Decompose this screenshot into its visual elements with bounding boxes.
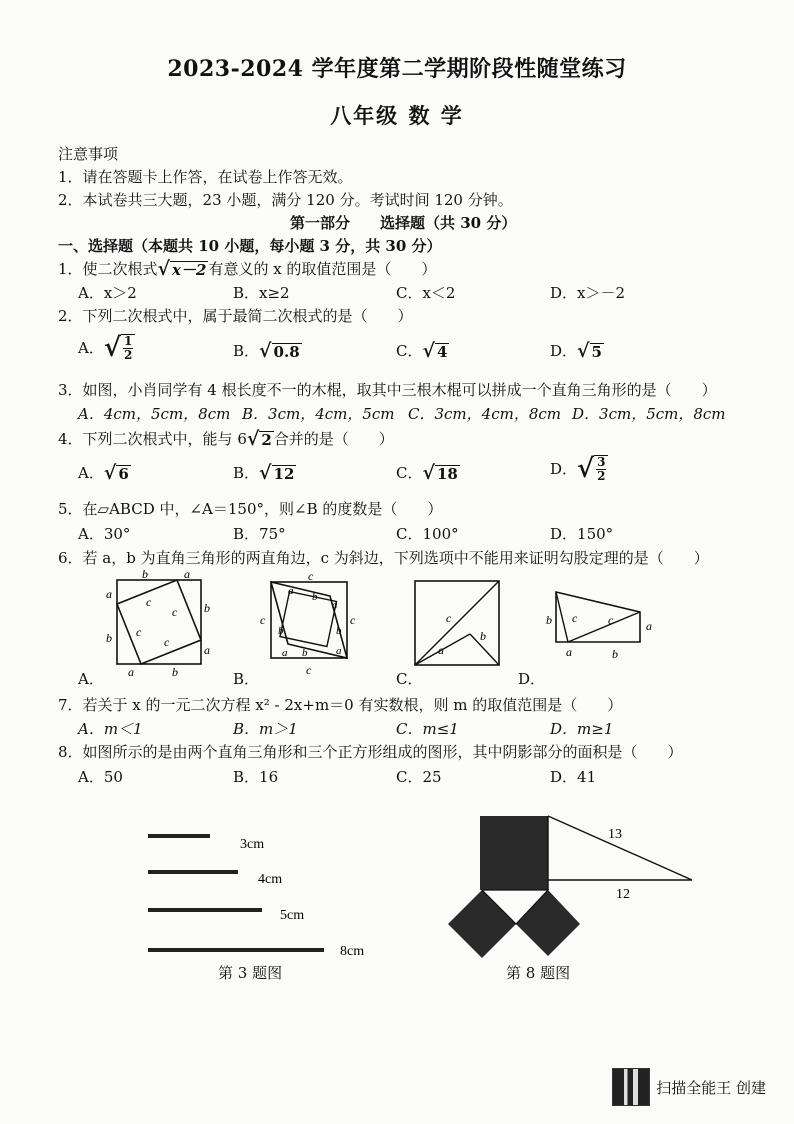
q3-option-d: D．3cm，5cm，8cm xyxy=(572,405,726,423)
radicand: 0.8 xyxy=(273,342,300,361)
numerator: 1 xyxy=(123,334,133,348)
radical: √ 0.8 xyxy=(259,340,300,362)
q6-option-d: D． xyxy=(518,670,546,688)
side-label: 13 xyxy=(608,827,622,842)
part1-title: 第一部分 选择题（共 30 分） xyxy=(290,214,517,232)
question-5-stem: 5．在▱ABCD 中，∠A＝150°，则∠B 的度数是（ ） xyxy=(58,500,443,518)
question-1-stem xyxy=(58,258,436,279)
q8-option-d: D．41 xyxy=(550,768,597,786)
question-8-stem: 8．如图所示的是由两个直角三角形和三个正方形组成的图形，其中阴影部分的面积是（ ） xyxy=(58,743,683,761)
q6-option-a: A． xyxy=(78,670,104,688)
q7-option-c: C．m≤1 xyxy=(396,720,459,738)
side-label: b xyxy=(302,647,308,659)
q1-option-d: D．x＞－2 xyxy=(550,284,626,302)
option-label: A． xyxy=(78,339,104,358)
question-6-stem: 6．若 a，b 为直角三角形的两直角边，c 为斜边，下列选项中不能用来证明勾股定理的是（ ） xyxy=(58,549,709,567)
radicand: 12 xyxy=(273,464,295,483)
side-label: a xyxy=(184,568,190,581)
question-4-stem xyxy=(58,428,394,449)
q4-option-a xyxy=(78,462,131,483)
radical: √ 5 xyxy=(577,340,602,362)
side-label: b xyxy=(142,568,148,581)
side-label: a xyxy=(646,619,652,633)
side-label: c xyxy=(172,605,178,619)
stick-label: 4cm xyxy=(258,872,283,887)
side-label: b xyxy=(612,647,618,661)
side-label: 12 xyxy=(616,887,630,902)
side-label: c xyxy=(446,611,452,625)
q1-option-a: A．x＞2 xyxy=(78,284,137,302)
side-label: a xyxy=(106,587,112,601)
q6-option-c: C． xyxy=(396,670,423,688)
stick-label: 5cm xyxy=(280,908,305,923)
option-label: C． xyxy=(396,464,423,482)
side-label: c xyxy=(306,663,312,677)
option-label: D． xyxy=(550,342,578,360)
q4-option-d xyxy=(550,454,608,485)
watermark-text: 扫描全能王 创建 xyxy=(656,1078,766,1097)
side-label: b xyxy=(312,591,318,603)
q6-option-b: B． xyxy=(233,670,260,688)
radicand: x－2 xyxy=(172,260,207,279)
q8-option-a: A．50 xyxy=(78,768,123,786)
option-label: B． xyxy=(233,464,260,482)
q6-figure-b xyxy=(256,570,360,680)
option-label: D． xyxy=(550,460,578,479)
side-label: c xyxy=(308,570,314,583)
option-label: B． xyxy=(233,342,260,360)
option-label: A． xyxy=(78,464,104,482)
radical: √ 18 xyxy=(422,462,458,484)
side-label: b xyxy=(204,601,210,615)
scanner-watermark xyxy=(612,1068,766,1106)
question-3-stem: 3．如图，小肖同学有 4 根长度不一的木棍，取其中三根木棍可以拼成一个直角三角形的是（ ） xyxy=(58,381,717,399)
radicand: 4 xyxy=(436,342,448,361)
figure-8-squares xyxy=(440,808,700,968)
side-label: c xyxy=(608,613,614,627)
exam-subtitle: 八年级 数 学 xyxy=(330,103,464,128)
side-label: b xyxy=(546,613,552,627)
q1-stem-pre: 1．使二次根式 xyxy=(58,260,158,278)
side-label: b xyxy=(336,625,342,637)
q8-option-c: C．25 xyxy=(396,768,442,786)
question-2-stem: 2．下列二次根式中，属于最简二次根式的是（ ） xyxy=(58,307,413,325)
note-item: 1．请在答题卡上作答，在试卷上作答无效。 xyxy=(58,168,353,186)
q5-option-a: A．30° xyxy=(78,525,131,543)
q5-option-b: B．75° xyxy=(233,525,286,543)
note-item: 2．本试卷共三大题，23 小题，满分 120 分。考试时间 120 分钟。 xyxy=(58,191,513,209)
q1-stem-post: 有意义的 x 的取值范围是（ ） xyxy=(208,260,437,278)
shaded-square xyxy=(516,890,580,956)
q5-option-c: C．100° xyxy=(396,525,459,543)
radical: √ x－2 xyxy=(157,258,207,280)
radical: √ 6 xyxy=(103,462,129,484)
exam-title: 2023-2024 学年度第二学期阶段性随堂练习 xyxy=(167,56,627,82)
q1-option-c: C．x＜2 xyxy=(396,284,456,302)
q6-figure-a xyxy=(100,568,215,683)
numerator: 3 xyxy=(597,455,606,469)
q3-option-a: A．4cm，5cm，8cm xyxy=(78,405,231,423)
q2-option-d xyxy=(550,340,604,361)
radical: √ 2 xyxy=(246,428,272,450)
side-label: c xyxy=(136,625,142,639)
q2-option-b xyxy=(233,340,302,361)
side-label: c xyxy=(164,635,170,649)
side-label: a xyxy=(336,645,342,657)
q4-option-c xyxy=(396,462,460,483)
figure-3-caption: 第 3 题图 xyxy=(218,964,283,982)
shaded-square xyxy=(448,890,516,958)
shaded-square xyxy=(480,816,548,890)
q1-option-b: B．x≥2 xyxy=(233,284,290,302)
radicand: 5 xyxy=(591,342,602,361)
side-label: a xyxy=(282,647,288,659)
qr-code-icon xyxy=(612,1068,650,1106)
q7-option-d: D．m≥1 xyxy=(550,720,614,738)
q4-option-b xyxy=(233,462,296,483)
radicand: 2 xyxy=(261,430,272,449)
denominator: 2 xyxy=(597,468,606,483)
side-label: a xyxy=(288,585,294,597)
q4-stem-pre: 4．下列二次根式中，能与 6 xyxy=(58,430,247,448)
side-label: b xyxy=(106,631,112,645)
side-label: a xyxy=(566,645,572,659)
q4-stem-post: 合并的是（ ） xyxy=(273,430,394,448)
q8-option-b: B．16 xyxy=(233,768,279,786)
denominator: 2 xyxy=(123,347,133,362)
side-label: b xyxy=(172,665,178,679)
side-label: b xyxy=(278,625,284,637)
side-label: a xyxy=(128,665,134,679)
hypotenuse xyxy=(548,816,692,880)
side-label: c xyxy=(146,595,152,609)
stick-label: 3cm xyxy=(240,837,265,852)
notes-heading: 注意事项 xyxy=(58,145,119,163)
q3-option-c: C．3cm，4cm，8cm xyxy=(408,405,561,423)
q7-option-a: A．m＜1 xyxy=(78,720,143,738)
side-label: c xyxy=(350,613,356,627)
radical: √ $\frac{3}{2}$ xyxy=(577,455,608,482)
side-label: a xyxy=(438,643,444,657)
radical: √ 4 xyxy=(422,340,448,362)
radicand: 18 xyxy=(436,464,458,483)
side-label: c xyxy=(260,613,266,627)
q6-figure-d xyxy=(542,584,662,664)
side-label: b xyxy=(480,629,486,643)
section-title: 一、选择题（本题共 10 小题，每小题 3 分，共 30 分） xyxy=(58,237,442,255)
side-label: c xyxy=(572,611,578,625)
radical: √ $\frac{1}{2}$ xyxy=(104,334,135,361)
question-7-stem: 7．若关于 x 的一元二次方程 x² - 2x+m＝0 有实数根，则 m 的取值范围是（ ） xyxy=(58,696,623,714)
q7-option-b: B．m＞1 xyxy=(233,720,298,738)
radicand: 6 xyxy=(118,464,129,483)
option-label: C． xyxy=(396,342,423,360)
side-label: a xyxy=(204,643,210,657)
stick-label: 8cm xyxy=(340,944,365,959)
radical: √ 12 xyxy=(259,462,295,484)
side-label: a xyxy=(332,599,338,611)
q5-option-d: D．150° xyxy=(550,525,614,543)
q3-option-b: B．3cm，4cm，5cm xyxy=(242,405,395,423)
figure-3-sticks xyxy=(140,822,380,962)
q6-figure-c xyxy=(410,576,506,672)
figure-8-caption: 第 8 题图 xyxy=(506,964,571,982)
q2-option-a xyxy=(78,333,135,364)
q2-option-c xyxy=(396,340,449,361)
